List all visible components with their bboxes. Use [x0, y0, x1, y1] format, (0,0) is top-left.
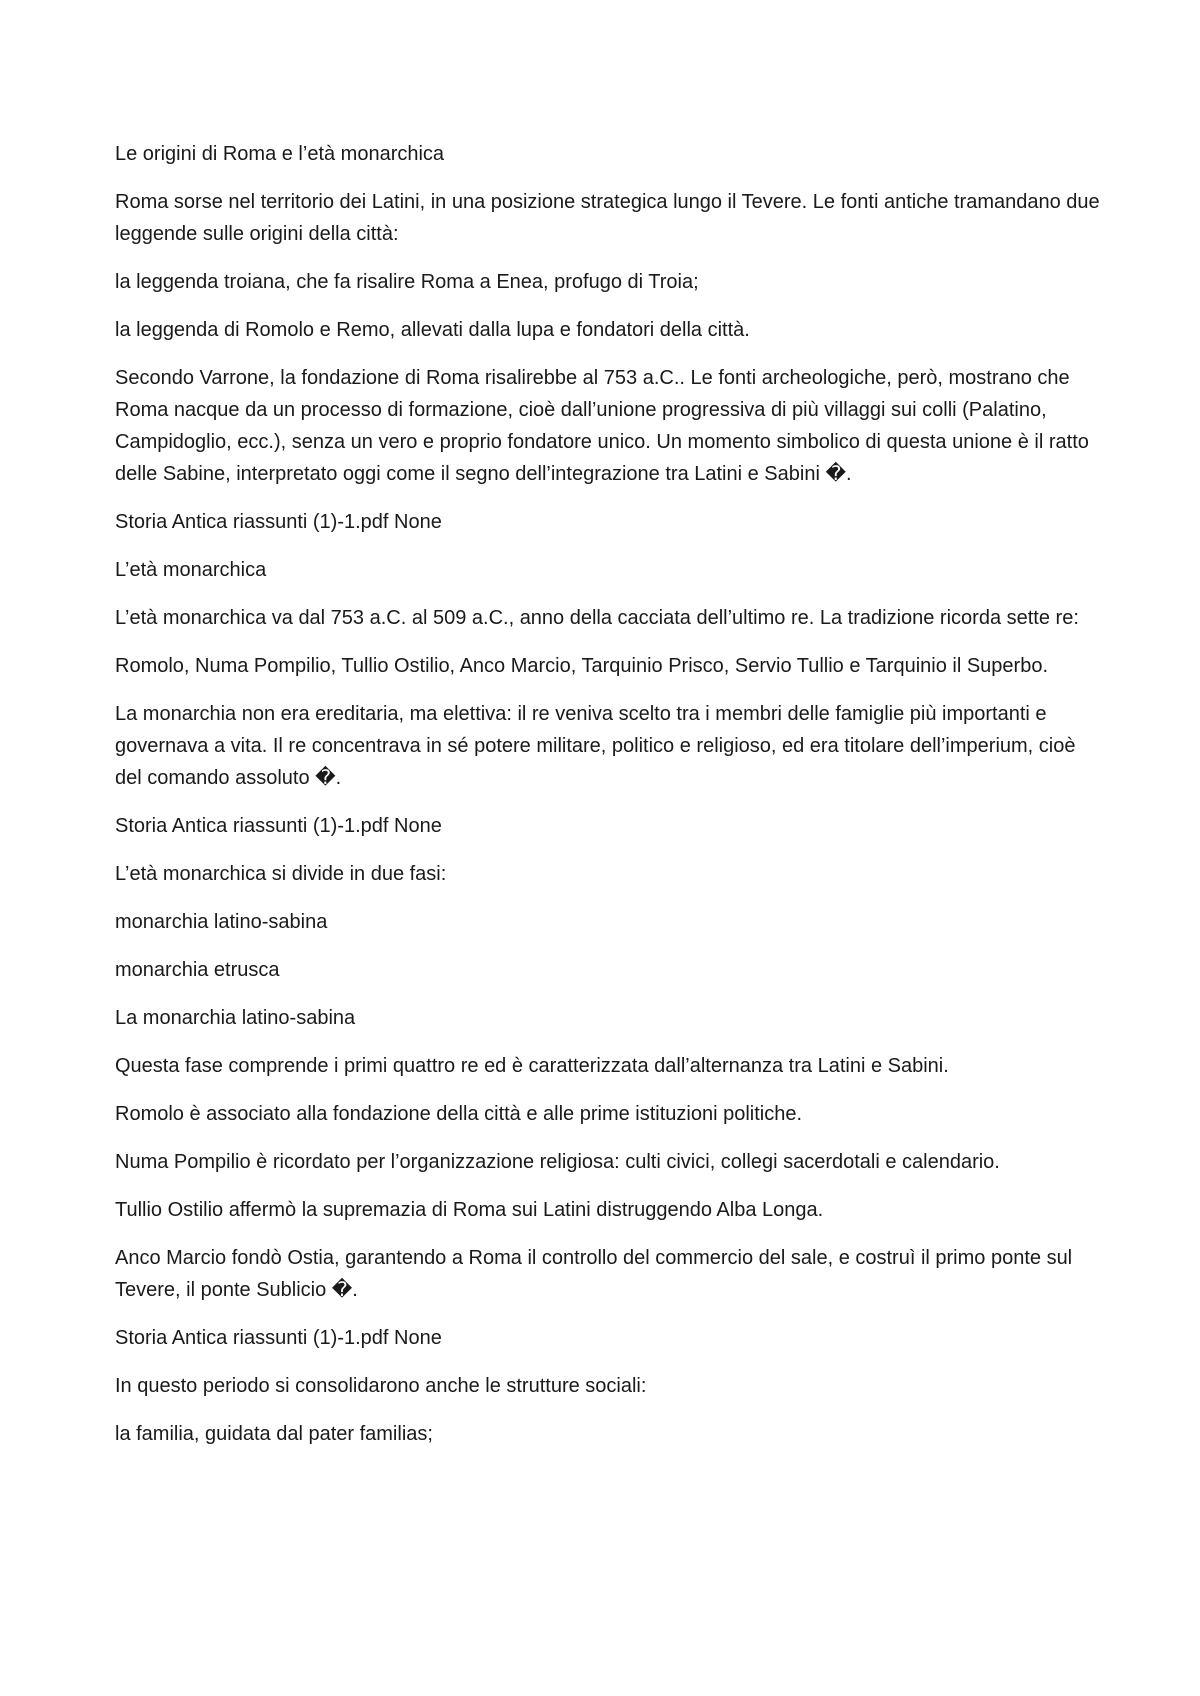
paragraph: Secondo Varrone, la fondazione di Roma risalirebbe al 753 a.C.. Le fonti archeologiche, però, mostrano che Roma nacque da un processo di formazione, cioè dall’unione progressiva di più villaggi sui colli (Palatino, Campidoglio, ecc.), senza un vero e proprio fondatore unico. Un momento simbolico di questa unione è il ratto delle Sabine, interpretato oggi come il segno dell’integrazione tra Latini e Sabini �.	[115, 367, 1089, 485]
list-item: Romolo è associato alla fondazione della città e alle prime istituzioni politiche.	[115, 1103, 803, 1125]
list-item: Anco Marcio fondò Ostia, garantendo a Roma il controllo del commercio del sale, e costruì il primo ponte sul Tevere, il ponte Sublicio �.	[115, 1247, 1073, 1301]
document-title: Le origini di Roma e l’età monarchica	[115, 143, 445, 165]
section-heading: La monarchia latino-sabina	[115, 1007, 356, 1029]
paragraph: Romolo, Numa Pompilio, Tullio Ostilio, Anco Marcio, Tarquinio Prisco, Servio Tullio e Tarquinio il Superbo.	[115, 655, 1049, 677]
paragraph: L’età monarchica si divide in due fasi:	[115, 863, 447, 885]
paragraph: Roma sorse nel territorio dei Latini, in una posizione strategica lungo il Tevere. Le fonti antiche tramandano due leggende sulle origini della città:	[115, 191, 1100, 245]
source-citation: Storia Antica riassunti (1)-1.pdf None	[115, 815, 442, 837]
section-heading: L’età monarchica	[115, 559, 267, 581]
source-citation: Storia Antica riassunti (1)-1.pdf None	[115, 511, 442, 533]
list-item: Numa Pompilio è ricordato per l’organizzazione religiosa: culti civici, collegi sacerdotali e calendario.	[115, 1151, 1000, 1173]
list-item: Tullio Ostilio affermò la supremazia di Roma sui Latini distruggendo Alba Longa.	[115, 1199, 824, 1221]
source-citation: Storia Antica riassunti (1)-1.pdf None	[115, 1327, 442, 1349]
list-item: la leggenda di Romolo e Remo, allevati dalla lupa e fondatori della città.	[115, 319, 750, 341]
list-item: monarchia latino-sabina	[115, 911, 328, 933]
paragraph: La monarchia non era ereditaria, ma elettiva: il re veniva scelto tra i membri delle famiglie più importanti e governava a vita. Il re concentrava in sé potere militare, politico e religioso, ed era titolare dell’imperium, cioè del comando assoluto �.	[115, 703, 1076, 789]
document-page	[115, 138, 1100, 1466]
list-item: la leggenda troiana, che fa risalire Roma a Enea, profugo di Troia;	[115, 271, 699, 293]
list-item: la familia, guidata dal pater familias;	[115, 1423, 433, 1445]
paragraph: L’età monarchica va dal 753 a.C. al 509 a.C., anno della cacciata dell’ultimo re. La tradizione ricorda sette re:	[115, 607, 1079, 629]
paragraph: In questo periodo si consolidarono anche le strutture sociali:	[115, 1375, 647, 1397]
paragraph: Questa fase comprende i primi quattro re ed è caratterizzata dall’alternanza tra Latini e Sabini.	[115, 1055, 949, 1077]
list-item: monarchia etrusca	[115, 959, 280, 981]
